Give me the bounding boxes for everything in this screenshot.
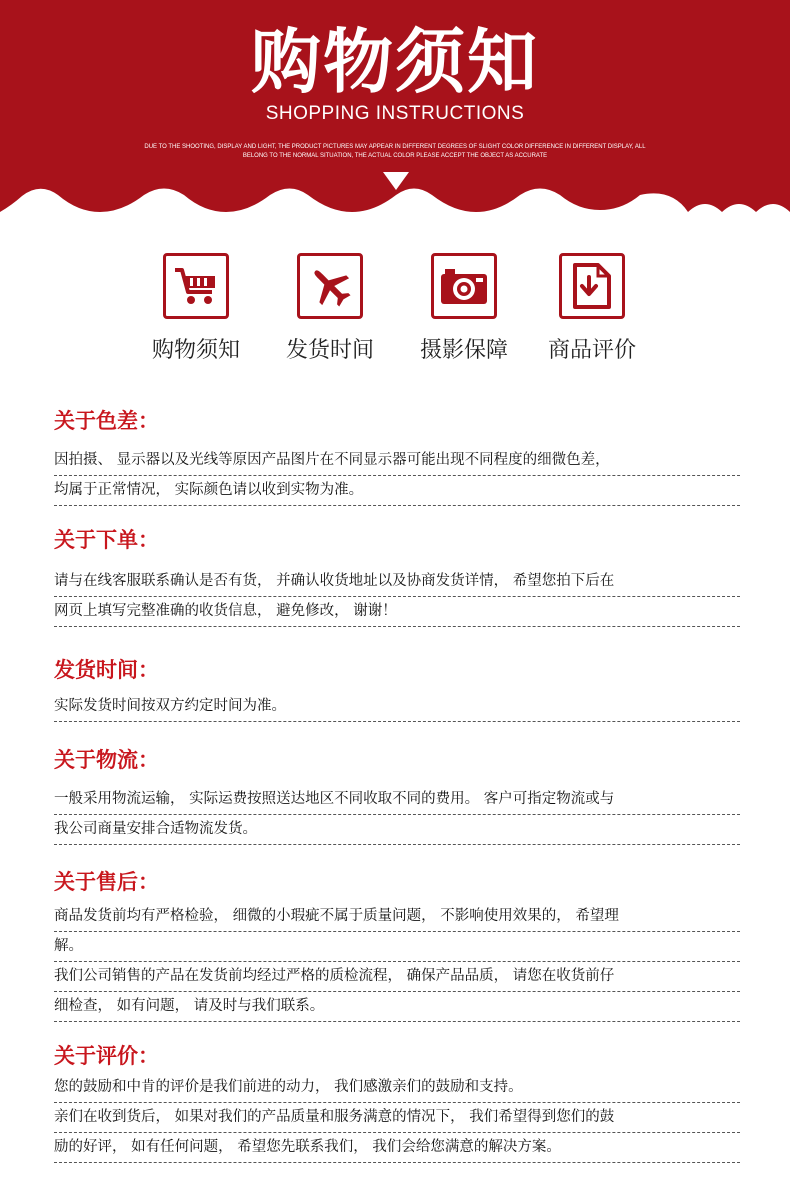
section-line: 网页上填写完整准确的收货信息， 避免修改， 谢谢！: [54, 597, 740, 627]
section-line: 您的鼓励和中肯的评价是我们前进的动力， 我们感激亲们的鼓励和支持。: [54, 1073, 740, 1103]
section-line: 我公司商量安排合适物流发货。: [54, 815, 740, 845]
section-line: 商品发货前均有严格检验， 细微的小瑕疵不属于质量问题， 不影响使用效果的， 希望理: [54, 902, 740, 932]
icon-label: 购物须知: [151, 338, 240, 363]
icon-item-photo: [409, 253, 519, 364]
icon-box: [431, 253, 497, 319]
section-reviews: [54, 1041, 740, 1163]
section-logistics: [54, 745, 740, 845]
icon-box: [163, 253, 229, 319]
section-title: 关于售后：: [54, 870, 159, 894]
section-line: 我们公司销售的产品在发货前均经过严格的质检流程， 确保产品品质， 请您在收货前仔: [54, 962, 740, 992]
icon-box: [297, 253, 363, 319]
disclaimer-line: BELONG TO THE NORMAL SITUATION, THE ACTUAL COLOR PLEASE ACCEPT THE OBJECT AS ACCURATE: [242, 153, 548, 159]
icon-item-shipping: [275, 253, 385, 364]
section-line: 实际发货时间按双方约定时间为准。: [54, 692, 740, 722]
document-download-icon: [572, 262, 612, 310]
section-shipping-time: [54, 655, 740, 722]
icon-box: [559, 253, 625, 319]
section-title: 发货时间：: [54, 658, 159, 682]
icon-item-review: [537, 253, 647, 364]
section-line: 励的好评， 如有任何问题， 希望您先联系我们， 我们会给您满意的解决方案。: [54, 1133, 740, 1163]
icon-label: 商品评价: [547, 338, 636, 363]
camera-icon: [439, 266, 489, 306]
section-line: 细检查， 如有问题， 请及时与我们联系。: [54, 992, 740, 1022]
section-title: 关于物流：: [54, 748, 159, 772]
icon-item-shopping: [141, 253, 251, 364]
disclaimer-text: [130, 143, 660, 161]
section-line: 亲们在收到货后， 如果对我们的产品质量和服务满意的情况下， 我们希望得到您们的鼓: [54, 1103, 740, 1133]
section-title: 关于下单：: [54, 528, 159, 552]
section-color-difference: [54, 406, 740, 506]
section-line: 均属于正常情况， 实际颜色请以收到实物为准。: [54, 476, 740, 506]
shopping-cart-icon: [172, 264, 220, 308]
down-arrow-icon: [383, 172, 409, 190]
section-line: 因拍摄、 显示器以及光线等原因产品图片在不同显示器可能出现不同程度的细微色差，: [54, 446, 740, 476]
section-after-sales: [54, 867, 740, 1022]
section-line: 请与在线客服联系确认是否有货， 并确认收货地址以及协商发货详情， 希望您拍下后在: [54, 567, 740, 597]
section-line: 一般采用物流运输， 实际运费按照送达地区不同收取不同的费用。 客户可指定物流或与: [54, 785, 740, 815]
page-subtitle: SHOPPING INSTRUCTIONS: [265, 103, 525, 124]
section-line: 解。: [54, 932, 740, 962]
section-ordering: [54, 525, 740, 627]
section-title: 关于评价：: [54, 1044, 159, 1068]
icon-label: 发货时间: [285, 338, 374, 363]
icon-label: 摄影保障: [419, 338, 508, 363]
disclaimer-line: DUE TO THE SHOOTING, DISPLAY AND LIGHT, THE PRODUCT PICTURES MAY APPEAR IN DIFFERENT DEGREES OF SLIGHT COLOR DIFFERENCE IN DIFFERENT DISPLAY, ALL: [144, 144, 646, 150]
page-title: 购物须知: [251, 21, 539, 103]
section-title: 关于色差：: [54, 409, 159, 433]
header-banner: [0, 0, 790, 230]
airplane-icon: [307, 263, 353, 309]
